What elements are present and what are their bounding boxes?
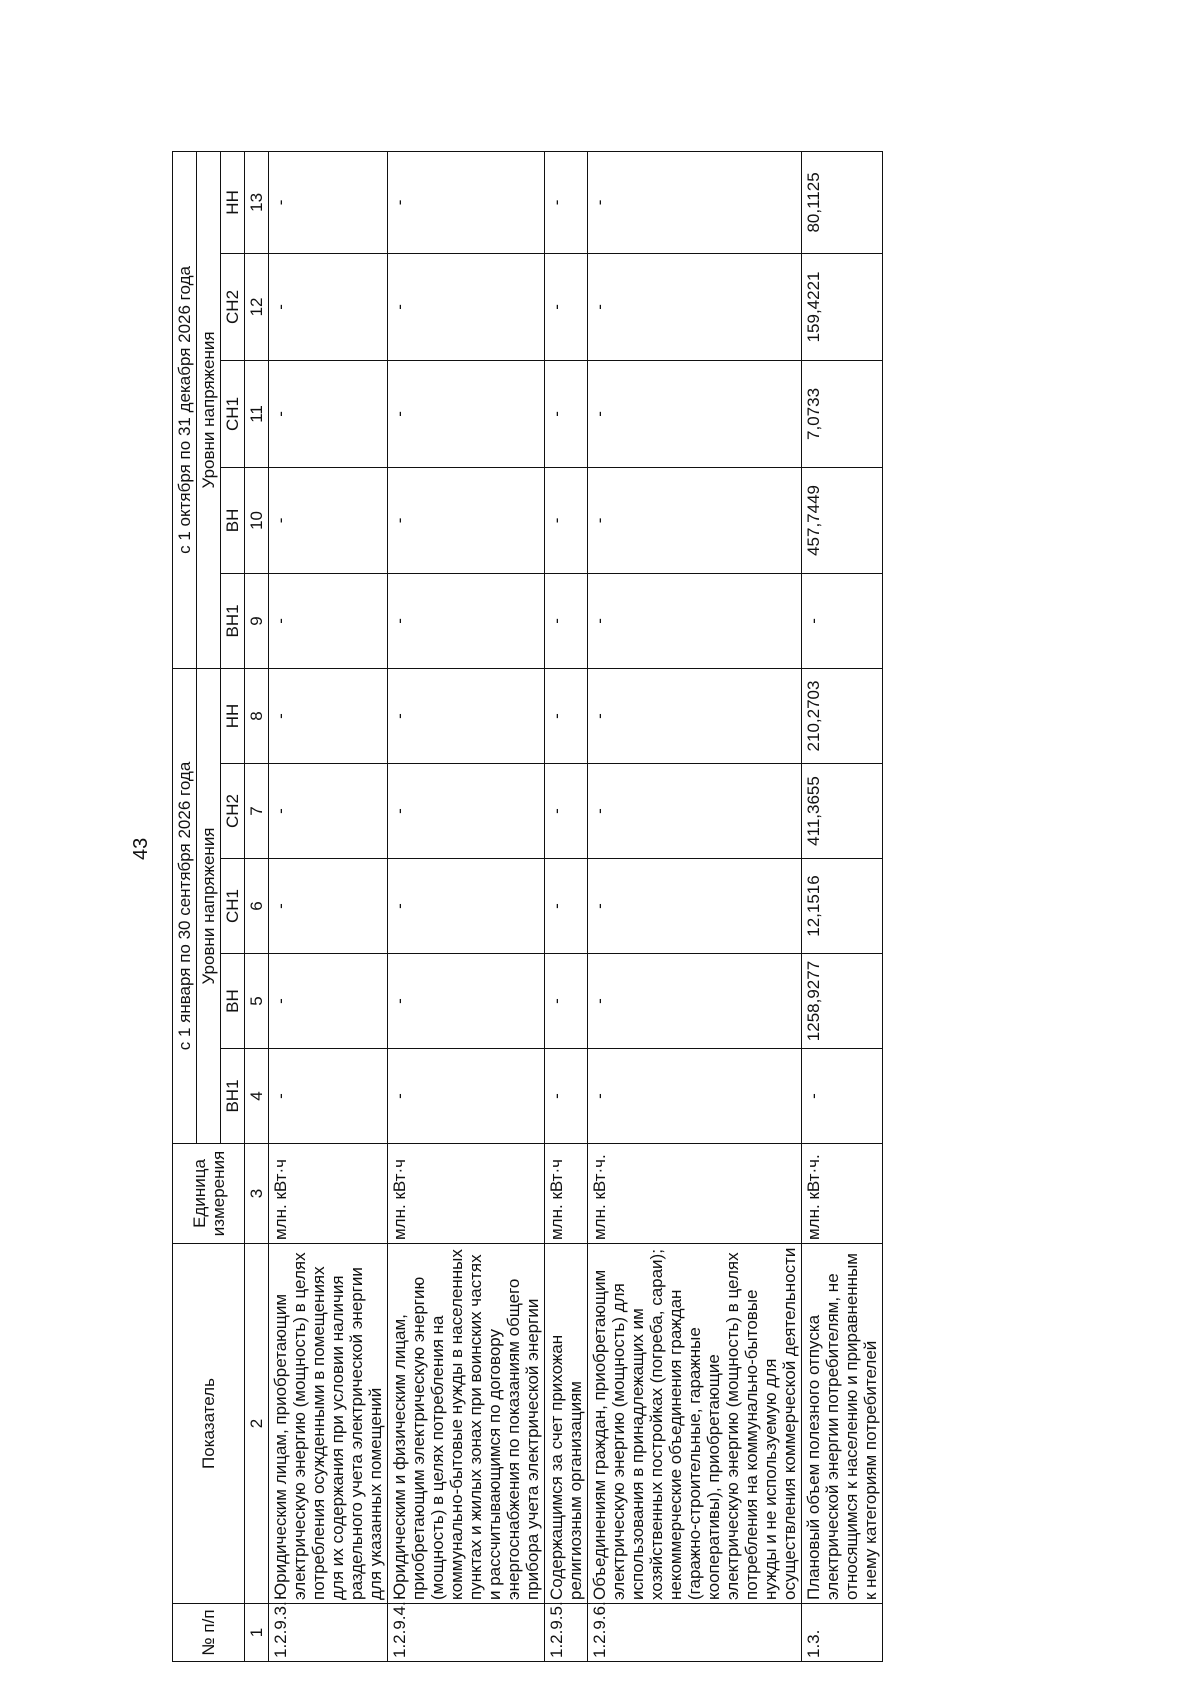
- table-row: [269, 151, 388, 1661]
- header-level: НН: [221, 668, 245, 763]
- row-value: -: [269, 253, 388, 360]
- header-level: ВН1: [221, 1049, 245, 1144]
- row-value: -: [588, 467, 802, 573]
- row-value: 80,1125: [802, 151, 883, 253]
- row-value: 1258,9277: [802, 954, 883, 1049]
- row-unit: млн. кВт·ч.: [588, 1144, 802, 1244]
- row-value: -: [545, 360, 588, 467]
- row-indicator: Содержащимся за счет прихожан религиозным организациям: [545, 1244, 588, 1604]
- row-value: -: [802, 573, 883, 668]
- column-number: 3: [245, 1144, 269, 1244]
- row-value: -: [545, 954, 588, 1049]
- header-level: ВН: [221, 467, 245, 573]
- row-value: -: [545, 573, 588, 668]
- row-value: 159,4221: [802, 253, 883, 360]
- row-unit: млн. кВт·ч: [269, 1144, 388, 1244]
- row-value: -: [269, 1049, 388, 1144]
- header-period-2: с 1 октября по 31 декабря 2026 года: [173, 151, 197, 668]
- column-number: 4: [245, 1049, 269, 1144]
- row-indicator: Объединениям граждан, приобретающим электрическую энергию (мощность) для использования в принадлежащих им хозяйственных постройках (погреба, сараи); некоммерческие объединения граждан (гаражно-строительные, гаражные кооперативы), приобретающие электрическую энергию (мощность) в целях потребления на коммунально-бытовые нужды и не используемую для осуществления коммерческой деятельности: [588, 1244, 802, 1604]
- row-value: -: [388, 859, 545, 954]
- row-number: 1.2.9.6.: [588, 1604, 802, 1662]
- table-row: [802, 151, 883, 1661]
- row-value: -: [588, 573, 802, 668]
- row-value: -: [545, 467, 588, 573]
- column-number: 5: [245, 954, 269, 1049]
- row-value: 411,3655: [802, 764, 883, 859]
- row-value: -: [269, 764, 388, 859]
- column-number: 2: [245, 1244, 269, 1604]
- header-unit: Единица измерения: [173, 1144, 245, 1244]
- row-value: -: [269, 573, 388, 668]
- row-number: 1.2.9.5.: [545, 1604, 588, 1662]
- row-value: 7,0733: [802, 360, 883, 467]
- row-value: -: [588, 764, 802, 859]
- header-level: СН1: [221, 360, 245, 467]
- row-value: -: [269, 467, 388, 573]
- row-value: -: [269, 151, 388, 253]
- header-level: СН2: [221, 253, 245, 360]
- row-value: 457,7449: [802, 467, 883, 573]
- row-value: -: [269, 360, 388, 467]
- column-number: 9: [245, 573, 269, 668]
- row-value: -: [588, 253, 802, 360]
- row-value: -: [388, 954, 545, 1049]
- table-row: [588, 151, 802, 1661]
- table-row: [545, 151, 588, 1661]
- row-value: -: [388, 253, 545, 360]
- row-number: 1.3.: [802, 1604, 883, 1662]
- row-value: -: [269, 859, 388, 954]
- row-value: -: [388, 573, 545, 668]
- header-no: № п/п: [173, 1604, 245, 1662]
- column-number: 13: [245, 151, 269, 253]
- row-value: -: [588, 859, 802, 954]
- row-value: -: [588, 1049, 802, 1144]
- row-unit: млн. кВт·ч: [545, 1144, 588, 1244]
- table-row: [388, 151, 545, 1661]
- row-indicator: Юридическим лицам, приобретающим электрическую энергию (мощность) в целях потребления осужденными в помещениях для их содержания при условии наличия раздельного учета электрической энергии для указанных помещений: [269, 1244, 388, 1604]
- header-level: ВН: [221, 954, 245, 1049]
- row-indicator: Юридическим и физическим лицам, приобретающим электрическую энергию (мощность) в целях потребления на коммунально-бытовые нужды в населенных пунктах и жилых зонах при воинских частях и рассчитывающимся по договору энергоснабжения по показаниям общего прибора учета электрической энергии: [388, 1244, 545, 1604]
- column-number: 10: [245, 467, 269, 573]
- row-value: -: [269, 668, 388, 763]
- column-number: 7: [245, 764, 269, 859]
- row-number: 1.2.9.3.: [269, 1604, 388, 1662]
- row-value: -: [388, 764, 545, 859]
- row-value: -: [588, 954, 802, 1049]
- row-unit: млн. кВт·ч: [388, 1144, 545, 1244]
- column-number: 6: [245, 859, 269, 954]
- rotated-table-container: [172, 152, 883, 1662]
- row-number: 1.2.9.4.: [388, 1604, 545, 1662]
- header-level: НН: [221, 151, 245, 253]
- column-number: 11: [245, 360, 269, 467]
- row-value: -: [545, 151, 588, 253]
- row-value: -: [388, 668, 545, 763]
- row-value: -: [545, 668, 588, 763]
- row-unit: млн. кВт·ч.: [802, 1144, 883, 1244]
- header-level: ВН1: [221, 573, 245, 668]
- page-number: 43: [130, 837, 152, 860]
- row-indicator: Плановый объем полезного отпуска электрической энергии потребителям, не относящимся к населению и приравненным к нему категориям потребителей: [802, 1244, 883, 1604]
- row-value: -: [269, 954, 388, 1049]
- column-number: 8: [245, 668, 269, 763]
- column-number-row: [245, 151, 269, 1661]
- row-value: -: [388, 1049, 545, 1144]
- row-value: -: [588, 151, 802, 253]
- row-value: -: [545, 764, 588, 859]
- row-value: -: [588, 668, 802, 763]
- row-value: -: [588, 360, 802, 467]
- row-value: -: [802, 1049, 883, 1144]
- column-number: 12: [245, 253, 269, 360]
- row-value: -: [388, 151, 545, 253]
- row-value: 12,1516: [802, 859, 883, 954]
- row-value: 210,2703: [802, 668, 883, 763]
- row-value: -: [388, 360, 545, 467]
- row-value: -: [545, 1049, 588, 1144]
- row-value: -: [545, 859, 588, 954]
- column-number: 1: [245, 1604, 269, 1662]
- header-indicator: Показатель: [173, 1244, 245, 1604]
- header-level: СН2: [221, 764, 245, 859]
- header-period-1: с 1 января по 30 сентября 2026 года: [173, 668, 197, 1143]
- balance-table: [172, 151, 883, 1662]
- row-value: -: [388, 467, 545, 573]
- header-voltage-levels-2: Уровни напряжения: [197, 151, 221, 668]
- row-value: -: [545, 253, 588, 360]
- header-level: СН1: [221, 859, 245, 954]
- header-voltage-levels-1: Уровни напряжения: [197, 668, 221, 1143]
